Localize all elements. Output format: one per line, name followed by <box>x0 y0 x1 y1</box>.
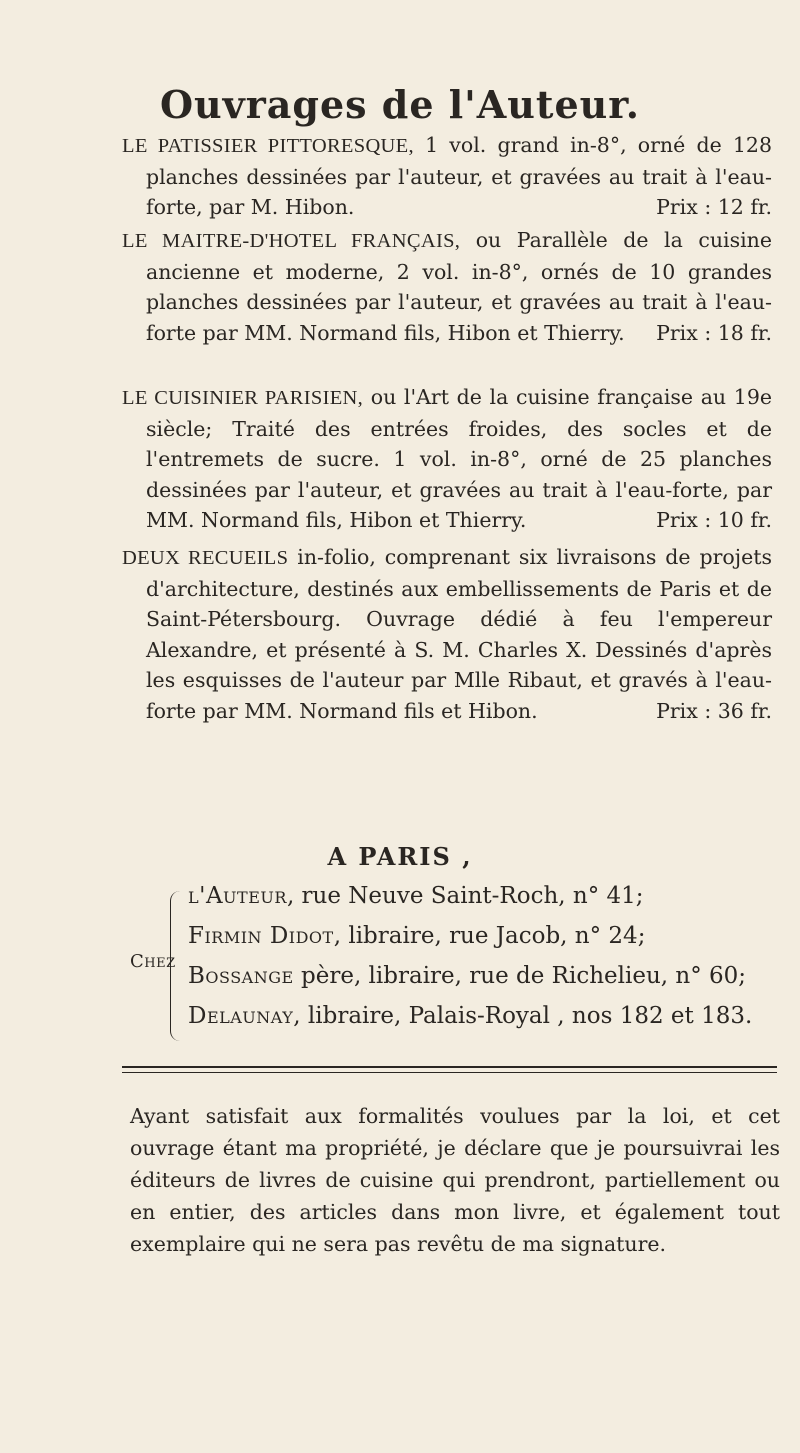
work-description: ou Parallèle de la cuisine ancienne et moderne, 2 vol. in-8°, ornés de 10 grandes planches dessinées par l'auteur, et gravées au trait à l'eau-forte par MM. Normand fils, Hibon et Thierry. <box>146 228 772 345</box>
seller-line <box>188 883 644 909</box>
work-description: in-folio, comprenant six livraisons de projets d'architecture, destinés aux embellissements de Paris et de Saint-Pétersbourg. Ouvrage dédié à feu l'empereur Alexandre, et présenté à S. M. Charles X. Dessinés d'après les esquisses de l'auteur par Mlle Ribaut, et gravés à l'eau-forte par MM. Normand fils et Hibon. <box>146 545 772 723</box>
divider <box>122 1066 777 1068</box>
work-title: LE PATISSIER PITTORESQUE, <box>122 135 414 157</box>
brace-icon <box>170 891 181 1041</box>
work-entry-2 <box>122 225 772 348</box>
work-price: Prix : 36 fr. <box>656 698 772 723</box>
seller-name: Firmin Didot <box>188 923 334 949</box>
copyright-notice: Ayant satisfait aux formalités voulues par la loi, et cet ouvrage étant ma propriété, je déclare que je poursuivrai les éditeurs de livres de cuisine qui prendront, partiellement ou en entier, des articles dans mon livre, et également tout exemplaire qui ne sera pas revêtu de ma signature. <box>130 1104 780 1256</box>
seller-line <box>188 963 746 989</box>
work-title: LE MAITRE-D'HOTEL FRANÇAIS, <box>122 230 461 252</box>
work-entry-4 <box>122 542 772 726</box>
work-title: LE CUISINIER PARISIEN, <box>122 387 364 409</box>
work-entry-3 <box>122 382 772 536</box>
work-title: DEUX RECUEILS <box>122 547 289 569</box>
work-description: 1 vol. grand in-8°, orné de 128 planches dessinées par l'auteur, et gravées au trait à l'eau-forte, par M. Hibon. <box>146 133 773 219</box>
work-price: Prix : 18 fr. <box>656 320 772 345</box>
chez-label: Chez <box>130 951 176 972</box>
seller-address: , libraire, rue Jacob, n° 24; <box>333 923 646 949</box>
work-price: Prix : 12 fr. <box>656 195 772 219</box>
seller-address: , rue Neuve Saint-Roch, n° 41; <box>286 883 644 909</box>
work-price: Prix : 10 fr. <box>656 508 772 532</box>
seller-address: père, libraire, rue de Richelieu, n° 60; <box>293 963 747 989</box>
page-heading: Ouvrages de l'Auteur. <box>159 82 641 127</box>
seller-name: Bossange <box>188 963 294 989</box>
divider <box>122 1072 777 1073</box>
seller-name: l'Auteur <box>188 883 287 909</box>
city-heading: A PARIS , <box>327 842 473 871</box>
seller-line <box>188 923 645 949</box>
work-description: ou l'Art de la cuisine française au 19e siècle; Traité des entrées froides, des socles et de l'entremets de sucre. 1 vol. in-8°, orné de 25 planches dessinées par l'auteur, et gravées au trait à l'eau-forte, par MM. Normand fils, Hibon et Thierry. <box>146 385 772 532</box>
sellers-block <box>130 883 780 1053</box>
seller-line <box>188 1003 752 1029</box>
seller-address: , libraire, Palais-Royal , nos 182 et 183. <box>293 1003 753 1029</box>
seller-name: Delaunay <box>188 1003 294 1029</box>
work-entry-1 <box>122 130 772 223</box>
